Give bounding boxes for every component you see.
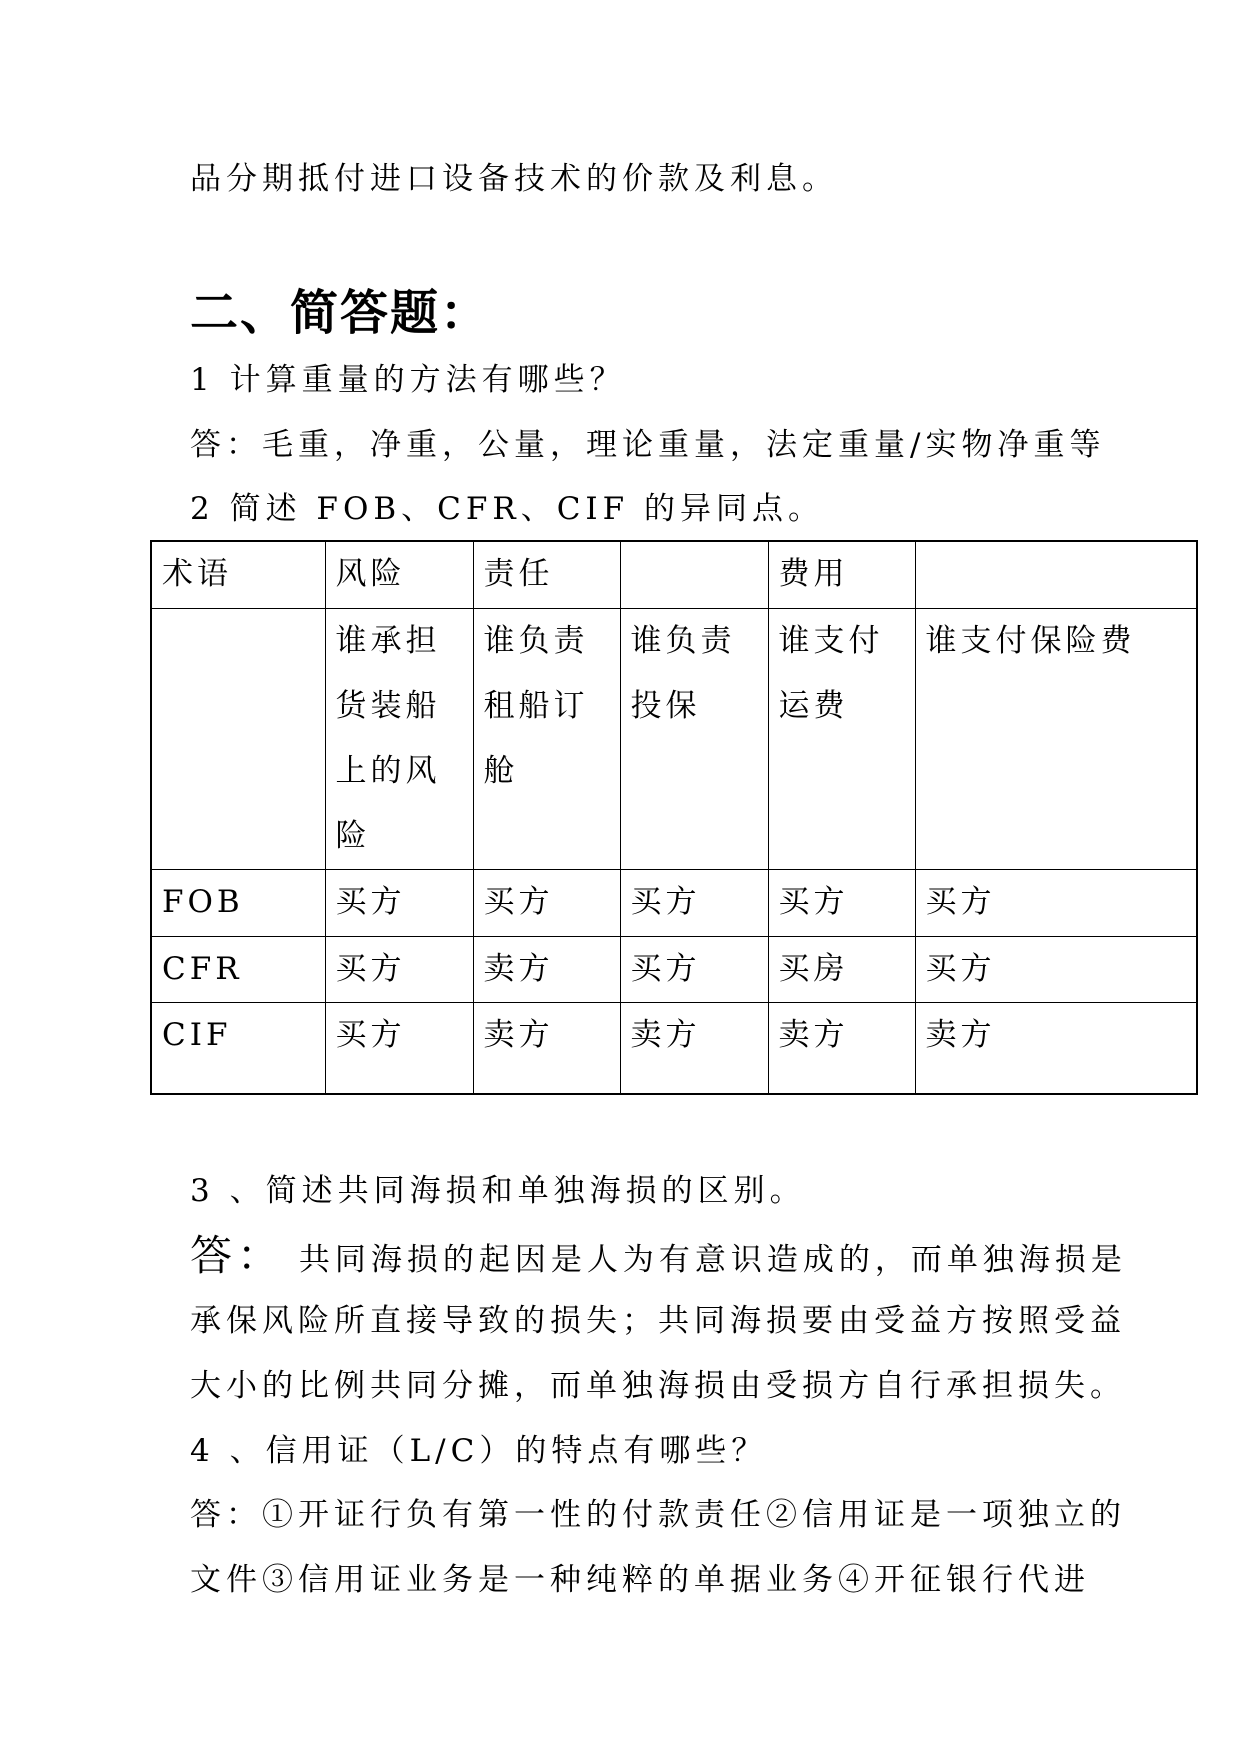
- paragraph-line: 品分期抵付进口设备技术的价款及利息。: [190, 161, 838, 197]
- table-cell: 买方: [620, 869, 768, 936]
- subheader-cell: 谁负责投保: [620, 608, 768, 869]
- term-cell: CIF: [151, 1002, 325, 1094]
- header-cell: [915, 541, 1197, 608]
- question-3: 3 、简述共同海损和单独海损的区别。: [190, 1173, 806, 1209]
- section-heading: 二、简答题：: [190, 285, 491, 341]
- comparison-table: [150, 540, 1198, 1095]
- answer-label: 答：: [190, 1231, 285, 1280]
- table-row: [151, 1002, 1197, 1094]
- answer-4-line: 文件③信用证业务是一种纯粹的单据业务④开征银行代进: [190, 1562, 1090, 1598]
- question-4: 4 、信用证（L/C）的特点有哪些？: [190, 1433, 768, 1469]
- table-cell: 买房: [768, 936, 915, 1002]
- table-cell: 卖方: [473, 1002, 620, 1094]
- question-1: 1 计算重量的方法有哪些？: [190, 362, 626, 398]
- answer-3-line: 承保风险所直接导致的损失；共同海损要由受益方按照受益: [190, 1303, 1126, 1339]
- table-cell: 买方: [620, 936, 768, 1002]
- subheader-cell: 谁负责租船订舱: [473, 608, 620, 869]
- subheader-cell: 谁支付运费: [768, 608, 915, 869]
- answer-3-line: 大小的比例共同分摊，而单独海损由受损方自行承担损失。: [190, 1368, 1126, 1404]
- table-cell: 卖方: [915, 1002, 1197, 1094]
- answer-1: 答：毛重，净重，公量，理论重量，法定重量/实物净重等: [190, 427, 1106, 463]
- subheader-cell: 谁支付保险费: [915, 608, 1197, 869]
- subheader-cell: [151, 608, 325, 869]
- answer-4-line: 答：①开证行负有第一性的付款责任②信用证是一项独立的: [190, 1497, 1126, 1533]
- table-cell: 买方: [325, 1002, 473, 1094]
- table-cell: 卖方: [768, 1002, 915, 1094]
- table-cell: 买方: [768, 869, 915, 936]
- table-cell: 买方: [473, 869, 620, 936]
- answer-text: 共同海损的起因是人为有意识造成的，而单独海损是: [298, 1242, 1127, 1278]
- term-cell: FOB: [151, 869, 325, 936]
- table-subheader-row: [151, 608, 1197, 869]
- table-cell: 买方: [915, 869, 1197, 936]
- term-cell: CFR: [151, 936, 325, 1002]
- table-cell: 买方: [915, 936, 1197, 1002]
- table-row: [151, 869, 1197, 936]
- header-cell: [620, 541, 768, 608]
- table-row: [151, 936, 1197, 1002]
- answer-3-line: [190, 1231, 1127, 1280]
- table-cell: 卖方: [473, 936, 620, 1002]
- subheader-cell: 谁承担货装船上的风险: [325, 608, 473, 869]
- header-cell: 责任: [473, 541, 620, 608]
- table-cell: 卖方: [620, 1002, 768, 1094]
- table-cell: 买方: [325, 869, 473, 936]
- header-cell: 风险: [325, 541, 473, 608]
- question-2: 2 简述 FOB、CFR、CIF 的异同点。: [190, 491, 825, 527]
- table-header-row: [151, 541, 1197, 608]
- header-cell: 术语: [151, 541, 325, 608]
- header-cell: 费用: [768, 541, 915, 608]
- table-cell: 买方: [325, 936, 473, 1002]
